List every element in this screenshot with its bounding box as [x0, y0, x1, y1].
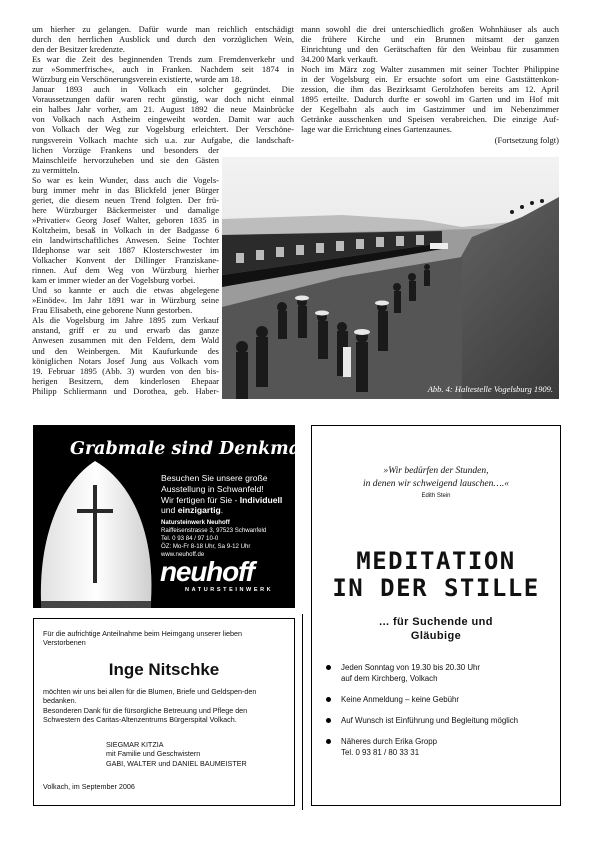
article-line: von Volkach nach Astheim eingeweiht worden. Damit war auch [32, 114, 294, 125]
meditation-info-item [324, 694, 518, 705]
article-line: ein landwirtschaftliches Anwesen. Seine Tochter [32, 234, 219, 245]
ad-grabmale-neuhoff [33, 425, 324, 608]
article-line: »Einöde«. Im Jahr 1891 war in Würzburg seine [32, 295, 219, 306]
historic-photo-station [222, 157, 559, 399]
article-line: von Volkach der Weg zur Vogelsburg erleichtert. Der Verschöne- [32, 124, 294, 135]
article-line: Ildephonse war seit 1887 Klosterschwester im [32, 245, 219, 256]
article-line: Voraussetzungen dafür waren recht günstig, war doch nicht einmal [32, 94, 294, 105]
article-column-right [301, 24, 559, 145]
notice-signers [106, 740, 247, 768]
promo-bold: einzigartig [177, 505, 221, 516]
deceased-name: Inge Nitschke [108, 660, 220, 679]
article-line: Januar 1893 auch in Volkach ein solcher gegründet. Die [32, 84, 294, 95]
article-line: Als die Vogelsburg im Jahre 1895 zum Verkauf [32, 315, 219, 326]
article-line: Philipp Schliermann und Dorothea, geb. Haber- [32, 385, 219, 396]
meditation-info-text: Keine Anmeldung – keine Gebühr [341, 695, 460, 704]
article-line: zession, die ihm das Bezirksamt Gerolzhofen bereits am 12. April [301, 84, 559, 95]
notice-intro: Für die aufrichtige Anteilnahme beim Heimgang unserer lieben Verstorbenen [43, 629, 242, 648]
notice-paragraph: Besonderen Dank für die fürsorgliche Betreuung und Pflege den Schwestern des Caritas-Altenzentrums Bürgerspital Volkach. [43, 705, 248, 724]
article-line: here Würzburger Bäckermeister und damalige [32, 204, 219, 215]
article-line: Es war die Zeit des beginnenden Trends zum Fremdenverkehr und [32, 54, 294, 65]
article-line: 1895 erteilte. Dadurch durfte er sowohl im Garten und im Hof mit [301, 94, 559, 105]
website-line: www.neuhoff.de [161, 551, 205, 558]
notice-paragraph: möchten wir uns bei allen für die Blumen, Briefe und Geldspen-den bedanken. [43, 687, 257, 706]
article-line: zu vermitteln. [32, 164, 80, 175]
meditation-info-item [324, 662, 518, 684]
meditation-subtitle [312, 615, 560, 643]
promo-line [161, 505, 282, 516]
signer-line: SIEGMAR KITZIA [106, 740, 164, 749]
article-line: 19. Februar 1895 (Abb. 3) wurden von den bis- [32, 365, 219, 376]
station-photo-illustration [222, 157, 559, 399]
article-line: rungsverein Volkach machte sich u.a. zur Aufgabe, die landschaft- [32, 134, 294, 145]
article-line: Frau Elisabeth, eine geborene Nunn gestorben. [32, 305, 193, 316]
quote-line: in denen wir schweigend lauschen….« [363, 479, 509, 489]
article-lines [301, 24, 559, 135]
title-line: MEDITATION [356, 547, 516, 575]
quote-author: Edith Stein [421, 493, 451, 499]
article-line: Würzburg ein Verschönerungsverein existierte, wurde am 18. [32, 74, 242, 85]
article-line: herigen Besitzern, dem kinderlosen Ehepaar [32, 375, 219, 386]
notice-body [43, 687, 283, 724]
continued-note: (Fortsetzung folgt) [494, 134, 559, 145]
article-line: kam er immer wieder an der Vogelsburg vorbei. [32, 275, 196, 286]
article-line: um hierher zu gelangen. Dafür wurde man reichlich entschädigt [32, 24, 294, 34]
company-name: Natursteinwerk Neuhoff [161, 519, 230, 526]
photo-caption: Abb. 4: Haltestelle Vogelsburg 1909. [427, 384, 553, 394]
ad-grabmale-promo [161, 473, 282, 516]
article-line: »Privatier« Georg Josef Walter, geboren 1835 in [32, 214, 219, 225]
signer-line: GABI, WALTER und DANIEL BAUMEISTER [106, 758, 247, 768]
article-line: zur »Sommerfrische«, auch in Franken. Nachdem seit 1874 in [32, 64, 294, 75]
article-line: lage war die Errichtung eines Gartenzaunes. [301, 124, 452, 135]
subtitle-line: ... für Suchende und [379, 616, 493, 628]
promo-text: . [220, 505, 224, 516]
promo-text: und [161, 505, 178, 516]
article-line: die frühere Kirche und ein Brunnen mitsamt der ganzen [301, 34, 559, 45]
column-divider [302, 614, 303, 810]
ad-meditation [311, 425, 561, 806]
address-line: Raiffeisenstrasse 3, 97523 Schwanfeld [161, 527, 267, 534]
meditation-title [312, 548, 560, 602]
title-line: IN DER STILLE [332, 574, 540, 602]
promo-bold: Individuell [239, 494, 283, 505]
article-line: lichen Vorzüge Frankens und besonders der [32, 144, 219, 155]
subtitle-line: Gläubige [410, 630, 462, 642]
notice-place-date: Volkach, im September 2006 [43, 782, 135, 791]
article-line: Und so kannte er auch die etwas abgelegene [32, 285, 219, 296]
meditation-info-item [324, 736, 518, 758]
phone-line: Tel. 0 93 84 / 97 10-0 [161, 535, 219, 542]
article-line: 34.200 Mark verkauft. [301, 54, 378, 65]
article-line: Noch im März zog Walter zusammen mit seiner Tochter Philippine [301, 64, 559, 75]
quote [312, 465, 560, 491]
meditation-info-text: auf dem Kirchberg, Volkach [341, 674, 438, 683]
article-line: Koltzheim, besaß in Volkach in der Badgasse 6 [32, 224, 219, 235]
article-line: anstand, griff er zu und erwarb das ganze [32, 325, 219, 336]
meditation-info-text: Auf Wunsch ist Einführung und Begleitung möglich [341, 716, 519, 725]
hours-line: ÖZ: Mo-Fr 8-18 Uhr, Sa 9-12 Uhr [161, 543, 251, 550]
article-line: durch den herrlichen Ausblick und durch den vorzüglichen Wein, [32, 34, 294, 45]
promo-line: Ausstellung in Schwanfeld! [161, 483, 264, 494]
meditation-info-list [324, 662, 518, 768]
article-line: So war es kein Wunder, dass auch die Vogels- [32, 174, 219, 185]
meditation-info-text: Jeden Sonntag von 19.30 bis 20.30 Uhr [341, 663, 481, 672]
ad-grabmale-address [161, 519, 266, 559]
meditation-info-text: Tel. 0 93 81 / 80 33 31 [341, 748, 420, 757]
article-line: der Kegelbahn als auch im Gastzimmer und im Nebenzimmer [301, 104, 559, 115]
promo-text: Wir fertigen für Sie - [161, 494, 240, 505]
article-line: Anwesen zusammen mit den Feldern, dem Wald [32, 335, 219, 346]
article-line: Mainschleife hervorzuheben und sie den Gästen [32, 154, 219, 165]
ad-grabmale-headline: Grabmale sind Denkmale. [70, 439, 324, 459]
article-line: königlichen Notars Josef Jung aus Volkach vom [32, 355, 219, 366]
article-line: rinnen. Auf dem Weg von Würzburg hierher [32, 265, 219, 276]
neuhoff-logo-subtitle: NATURSTEINWERK [185, 587, 274, 593]
ad-thank-you-notice [33, 618, 295, 806]
article-line: burg immer mehr in das Blickfeld jener Bürger [32, 184, 219, 195]
article-line: Getränke ausschenken und Speisen verabreichen. Die einzige Auf- [301, 114, 559, 125]
article-line: in der Vogelsburg ein. Er ersuchte sofort um eine Gaststättenkon- [301, 74, 559, 85]
signer-line: mit Familie und Geschwistern [106, 749, 201, 759]
promo-line: Besuchen Sie unsere große [161, 473, 268, 483]
article-line: den der Besitzer kredenzte. [32, 44, 126, 55]
promo-line [161, 495, 282, 506]
neuhoff-logo: neuhoff [160, 556, 254, 587]
meditation-info-text: Näheres durch Erika Gropp [341, 737, 438, 746]
article-line: mann sowohl die drei unterschiedlich großen Wohnhäuser als auch [301, 24, 559, 34]
meditation-info-item [324, 715, 518, 726]
article-line: Volkacher Konvent der Dillinger Franziskane- [32, 255, 219, 266]
article-line: und den Weinbergen. Mit Kaufurkunde des [32, 345, 219, 356]
article-line: geriet, die diesem neuen Trend folgten. Der frü- [32, 194, 219, 205]
article-line: Einrichtung und den Gerätschaften für den Weinbau für zusammen [301, 44, 559, 55]
article-line: ein halbes Jahr vorher, am 21. August 1892 die neue Mainbrücke [32, 104, 294, 115]
quote-line: »Wir bedürfen der Stunden, [383, 466, 489, 476]
